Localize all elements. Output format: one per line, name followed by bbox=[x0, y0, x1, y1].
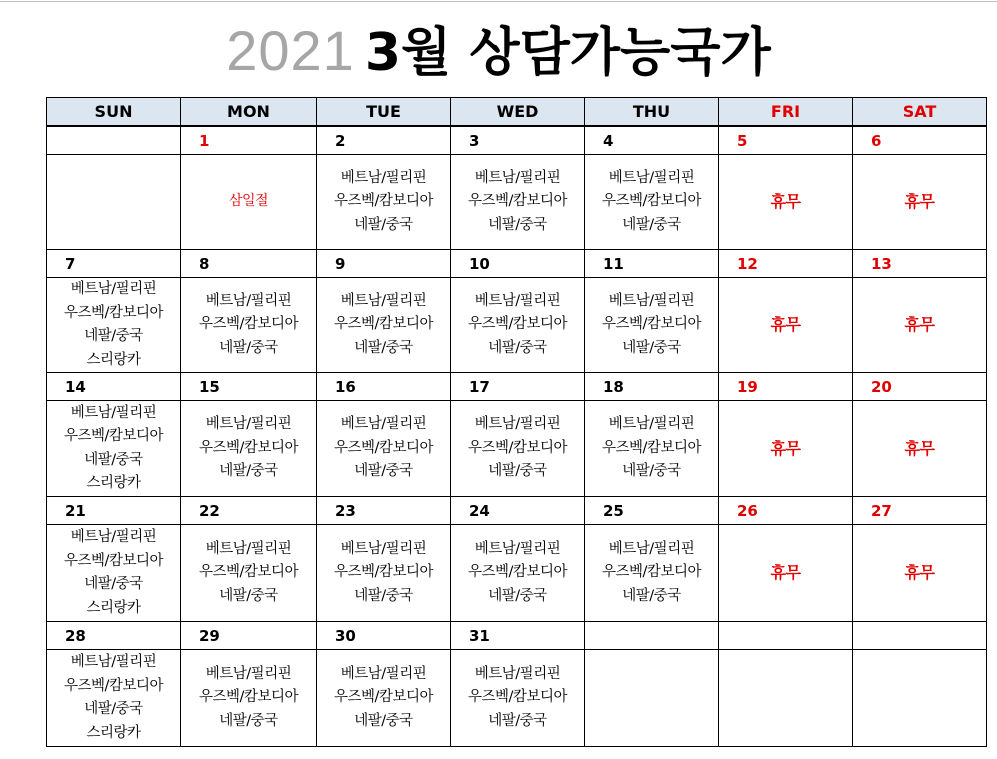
country-line: 네팔/중국 bbox=[488, 463, 547, 480]
date-number: 24 bbox=[451, 497, 585, 525]
countries-cell bbox=[585, 155, 719, 250]
country-line: 베트남/필리핀 bbox=[608, 416, 695, 433]
country-line: 베트남/필리핀 bbox=[205, 416, 292, 433]
countries-cell bbox=[585, 525, 719, 622]
off-label: 휴무 bbox=[719, 278, 853, 373]
date-number: 13 bbox=[853, 250, 987, 278]
off-label: 휴무 bbox=[853, 278, 987, 373]
empty-cell bbox=[585, 650, 719, 747]
country-line: 베트남/필리핀 bbox=[474, 416, 561, 433]
country-line: 네팔/중국 bbox=[622, 339, 681, 356]
country-line: 네팔/중국 bbox=[488, 216, 547, 233]
country-line: 네팔/중국 bbox=[354, 216, 413, 233]
country-line: 네팔/중국 bbox=[354, 587, 413, 604]
date-number: 28 bbox=[47, 622, 181, 650]
countries-cell bbox=[451, 650, 585, 747]
page-title bbox=[0, 14, 997, 88]
date-number: 2 bbox=[317, 126, 451, 155]
country-line: 네팔/중국 bbox=[354, 463, 413, 480]
date-number: 9 bbox=[317, 250, 451, 278]
countries-cell bbox=[317, 155, 451, 250]
country-line: 우즈벡/캄보디아 bbox=[199, 689, 298, 706]
country-line: 베트남/필리핀 bbox=[474, 292, 561, 309]
country-line: 우즈벡/캄보디아 bbox=[334, 564, 433, 581]
date-number: 14 bbox=[47, 373, 181, 401]
date-number: 1 bbox=[181, 126, 317, 155]
country-line: 네팔/중국 bbox=[219, 712, 278, 729]
weekday-header-mon: MON bbox=[181, 98, 317, 127]
country-line: 네팔/중국 bbox=[488, 339, 547, 356]
country-line: 베트남/필리핀 bbox=[70, 281, 157, 297]
country-line: 네팔/중국 bbox=[219, 587, 278, 604]
date-number: 12 bbox=[719, 250, 853, 278]
countries-cell bbox=[451, 401, 585, 497]
country-line: 네팔/중국 bbox=[622, 463, 681, 480]
date-number: 30 bbox=[317, 622, 451, 650]
country-line: 스리랑카 bbox=[86, 724, 141, 741]
off-label: 휴무 bbox=[719, 525, 853, 622]
country-line: 베트남/필리핀 bbox=[205, 292, 292, 309]
empty-cell bbox=[47, 155, 181, 250]
country-line: 네팔/중국 bbox=[84, 328, 143, 344]
date-number: 22 bbox=[181, 497, 317, 525]
empty-cell bbox=[719, 650, 853, 747]
country-line: 네팔/중국 bbox=[219, 463, 278, 480]
country-line: 스리랑카 bbox=[86, 351, 141, 368]
country-line: 베트남/필리핀 bbox=[70, 404, 157, 421]
off-label: 휴무 bbox=[853, 155, 987, 250]
country-line: 우즈벡/캄보디아 bbox=[468, 439, 567, 456]
weekday-header-fri: FRI bbox=[719, 98, 853, 127]
countries-cell bbox=[47, 278, 181, 373]
country-line: 네팔/중국 bbox=[622, 216, 681, 233]
country-line: 베트남/필리핀 bbox=[340, 416, 427, 433]
country-line: 베트남/필리핀 bbox=[608, 292, 695, 309]
empty-cell bbox=[853, 650, 987, 747]
country-line: 우즈벡/캄보디아 bbox=[334, 439, 433, 456]
country-line: 우즈벡/캄보디아 bbox=[64, 552, 163, 569]
date-number: 4 bbox=[585, 126, 719, 155]
countries-cell bbox=[317, 525, 451, 622]
countries-cell bbox=[181, 650, 317, 747]
countries-cell bbox=[451, 278, 585, 373]
weekday-header-wed: WED bbox=[451, 98, 585, 127]
date-number: 5 bbox=[719, 126, 853, 155]
date-number: 20 bbox=[853, 373, 987, 401]
country-line: 네팔/중국 bbox=[354, 339, 413, 356]
country-line: 스리랑카 bbox=[86, 475, 141, 491]
country-line: 네팔/중국 bbox=[488, 587, 547, 604]
calendar-table bbox=[46, 97, 987, 747]
country-line: 우즈벡/캄보디아 bbox=[64, 428, 163, 444]
countries-cell bbox=[317, 401, 451, 497]
country-line: 네팔/중국 bbox=[219, 339, 278, 356]
top-divider bbox=[0, 1, 997, 2]
country-line: 우즈벡/캄보디아 bbox=[334, 316, 433, 333]
title-text: 3월 상담가능국가 bbox=[364, 23, 771, 83]
date-number: 29 bbox=[181, 622, 317, 650]
countries-cell bbox=[47, 525, 181, 622]
country-line: 우즈벡/캄보디아 bbox=[334, 689, 433, 706]
country-line: 네팔/중국 bbox=[84, 451, 143, 468]
title-year: 2021 bbox=[226, 19, 355, 82]
content-row bbox=[47, 525, 987, 622]
countries-cell bbox=[317, 278, 451, 373]
country-line: 베트남/필리핀 bbox=[474, 169, 561, 186]
country-line: 베트남/필리핀 bbox=[340, 665, 427, 682]
country-line: 우즈벡/캄보디아 bbox=[199, 439, 298, 456]
content-row bbox=[47, 650, 987, 747]
date-number: 26 bbox=[719, 497, 853, 525]
date-number: 7 bbox=[47, 250, 181, 278]
countries-cell bbox=[451, 155, 585, 250]
off-label: 휴무 bbox=[853, 525, 987, 622]
weekday-header-tue: TUE bbox=[317, 98, 451, 127]
country-line: 베트남/필리핀 bbox=[340, 169, 427, 186]
country-line: 우즈벡/캄보디아 bbox=[468, 564, 567, 581]
date-number: 16 bbox=[317, 373, 451, 401]
weekday-header-thu: THU bbox=[585, 98, 719, 127]
content-row bbox=[47, 155, 987, 250]
off-label: 휴무 bbox=[719, 155, 853, 250]
country-line: 베트남/필리핀 bbox=[340, 292, 427, 309]
weekday-header-sat: SAT bbox=[853, 98, 987, 127]
date-number: 27 bbox=[853, 497, 987, 525]
countries-cell bbox=[47, 401, 181, 497]
country-line: 베트남/필리핀 bbox=[608, 169, 695, 186]
content-row bbox=[47, 278, 987, 373]
date-number: 6 bbox=[853, 126, 987, 155]
country-line: 베트남/필리핀 bbox=[608, 540, 695, 557]
date-number: 18 bbox=[585, 373, 719, 401]
country-line: 우즈벡/캄보디아 bbox=[468, 316, 567, 333]
date-row bbox=[47, 126, 987, 155]
date-row bbox=[47, 497, 987, 525]
date-number: 25 bbox=[585, 497, 719, 525]
weekday-header-row bbox=[47, 98, 987, 127]
country-line: 우즈벡/캄보디아 bbox=[602, 439, 701, 456]
date-row bbox=[47, 373, 987, 401]
date-number: 23 bbox=[317, 497, 451, 525]
date-row bbox=[47, 622, 987, 650]
country-line: 우즈벡/캄보디아 bbox=[199, 564, 298, 581]
country-line: 베트남/필리핀 bbox=[205, 665, 292, 682]
country-line: 우즈벡/캄보디아 bbox=[199, 316, 298, 333]
date-number bbox=[585, 622, 719, 650]
date-number: 10 bbox=[451, 250, 585, 278]
country-line: 네팔/중국 bbox=[84, 701, 143, 717]
country-line: 베트남/필리핀 bbox=[205, 540, 292, 557]
countries-cell bbox=[181, 525, 317, 622]
country-line: 우즈벡/캄보디아 bbox=[602, 316, 701, 333]
countries-cell bbox=[317, 650, 451, 747]
date-number: 19 bbox=[719, 373, 853, 401]
country-line: 우즈벡/캄보디아 bbox=[64, 677, 163, 694]
holiday-label: 삼일절 bbox=[181, 155, 317, 250]
weekday-header-sun: SUN bbox=[47, 98, 181, 127]
date-row bbox=[47, 250, 987, 278]
country-line: 우즈벡/캄보디아 bbox=[602, 564, 701, 581]
date-number bbox=[853, 622, 987, 650]
countries-cell bbox=[451, 525, 585, 622]
country-line: 네팔/중국 bbox=[354, 712, 413, 729]
countries-cell bbox=[181, 278, 317, 373]
country-line: 우즈벡/캄보디아 bbox=[468, 193, 567, 210]
country-line: 네팔/중국 bbox=[622, 587, 681, 604]
country-line: 네팔/중국 bbox=[84, 576, 143, 592]
date-number: 31 bbox=[451, 622, 585, 650]
country-line: 베트남/필리핀 bbox=[70, 654, 157, 670]
date-number: 8 bbox=[181, 250, 317, 278]
content-row bbox=[47, 401, 987, 497]
date-number: 11 bbox=[585, 250, 719, 278]
date-number: 3 bbox=[451, 126, 585, 155]
off-label: 휴무 bbox=[853, 401, 987, 497]
country-line: 베트남/필리핀 bbox=[70, 529, 157, 545]
country-line: 네팔/중국 bbox=[488, 712, 547, 729]
date-number bbox=[719, 622, 853, 650]
country-line: 베트남/필리핀 bbox=[340, 540, 427, 557]
off-label: 휴무 bbox=[719, 401, 853, 497]
countries-cell bbox=[585, 278, 719, 373]
countries-cell bbox=[181, 401, 317, 497]
date-number: 15 bbox=[181, 373, 317, 401]
country-line: 우즈벡/캄보디아 bbox=[334, 193, 433, 210]
countries-cell bbox=[47, 650, 181, 747]
date-number bbox=[47, 126, 181, 155]
country-line: 우즈벡/캄보디아 bbox=[602, 193, 701, 210]
country-line: 베트남/필리핀 bbox=[474, 665, 561, 682]
countries-cell bbox=[585, 401, 719, 497]
country-line: 우즈벡/캄보디아 bbox=[468, 689, 567, 706]
country-line: 스리랑카 bbox=[86, 599, 141, 616]
date-number: 17 bbox=[451, 373, 585, 401]
date-number: 21 bbox=[47, 497, 181, 525]
country-line: 베트남/필리핀 bbox=[474, 540, 561, 557]
country-line: 우즈벡/캄보디아 bbox=[64, 304, 163, 321]
